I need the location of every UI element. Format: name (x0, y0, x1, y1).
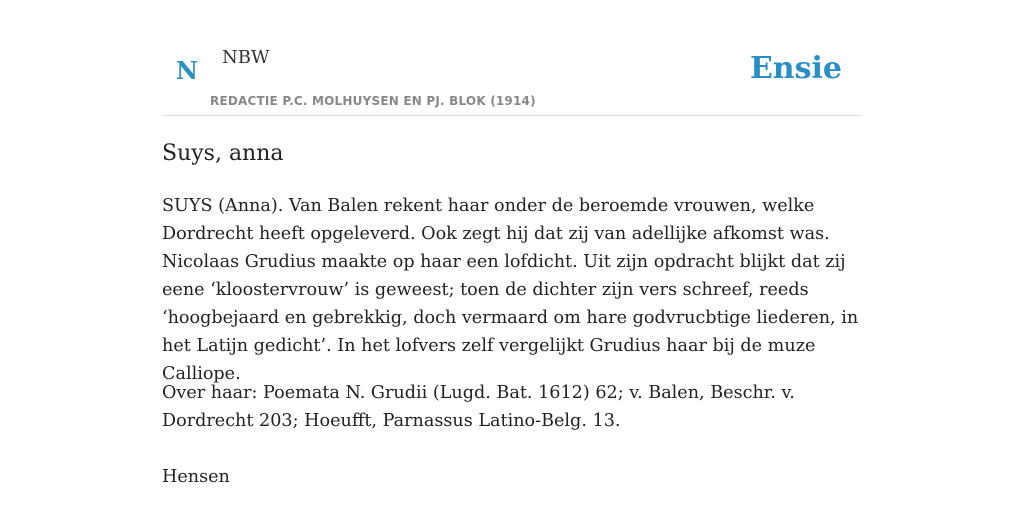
source-editors: REDACTIE P.C. MOLHUYSEN EN PJ. BLOK (1914) (210, 94, 536, 108)
entry-author: Hensen (162, 467, 230, 487)
source-name[interactable]: NBW (222, 47, 270, 68)
page-title: Suys, anna (162, 141, 284, 166)
entry-paragraph: SUYS (Anna). Van Balen rekent haar onder de beroemde vrouwen, welke Dordrecht heeft opgeleverd. Ook zegt hij dat zij van adellijke afkomst was. Nicolaas Grudius maakte op haar een lofdicht. Uit zijn opdracht blijkt dat zij eene ‘kloostervrouw’ is geweest; toen de dichter zijn vers schreef, reeds ‘hoogbejaard en gebrekkig, doch vermaard om hare godvrucbtige liederen, in het Latijn gedicht’. In het lofvers zelf vergelijkt Grudius haar bij de muze Calliope. (162, 196, 859, 384)
source-logo[interactable]: N (176, 56, 198, 85)
entry-references: Over haar: Poemata N. Grudii (Lugd. Bat. 1612) 62; v. Balen, Beschr. v. Dordrecht 203; Hoeufft, Parnassus Latino-Belg. 13. (162, 383, 795, 431)
page (162, 0, 862, 512)
brand-logo[interactable]: Ensie (749, 51, 842, 86)
header (162, 0, 862, 116)
